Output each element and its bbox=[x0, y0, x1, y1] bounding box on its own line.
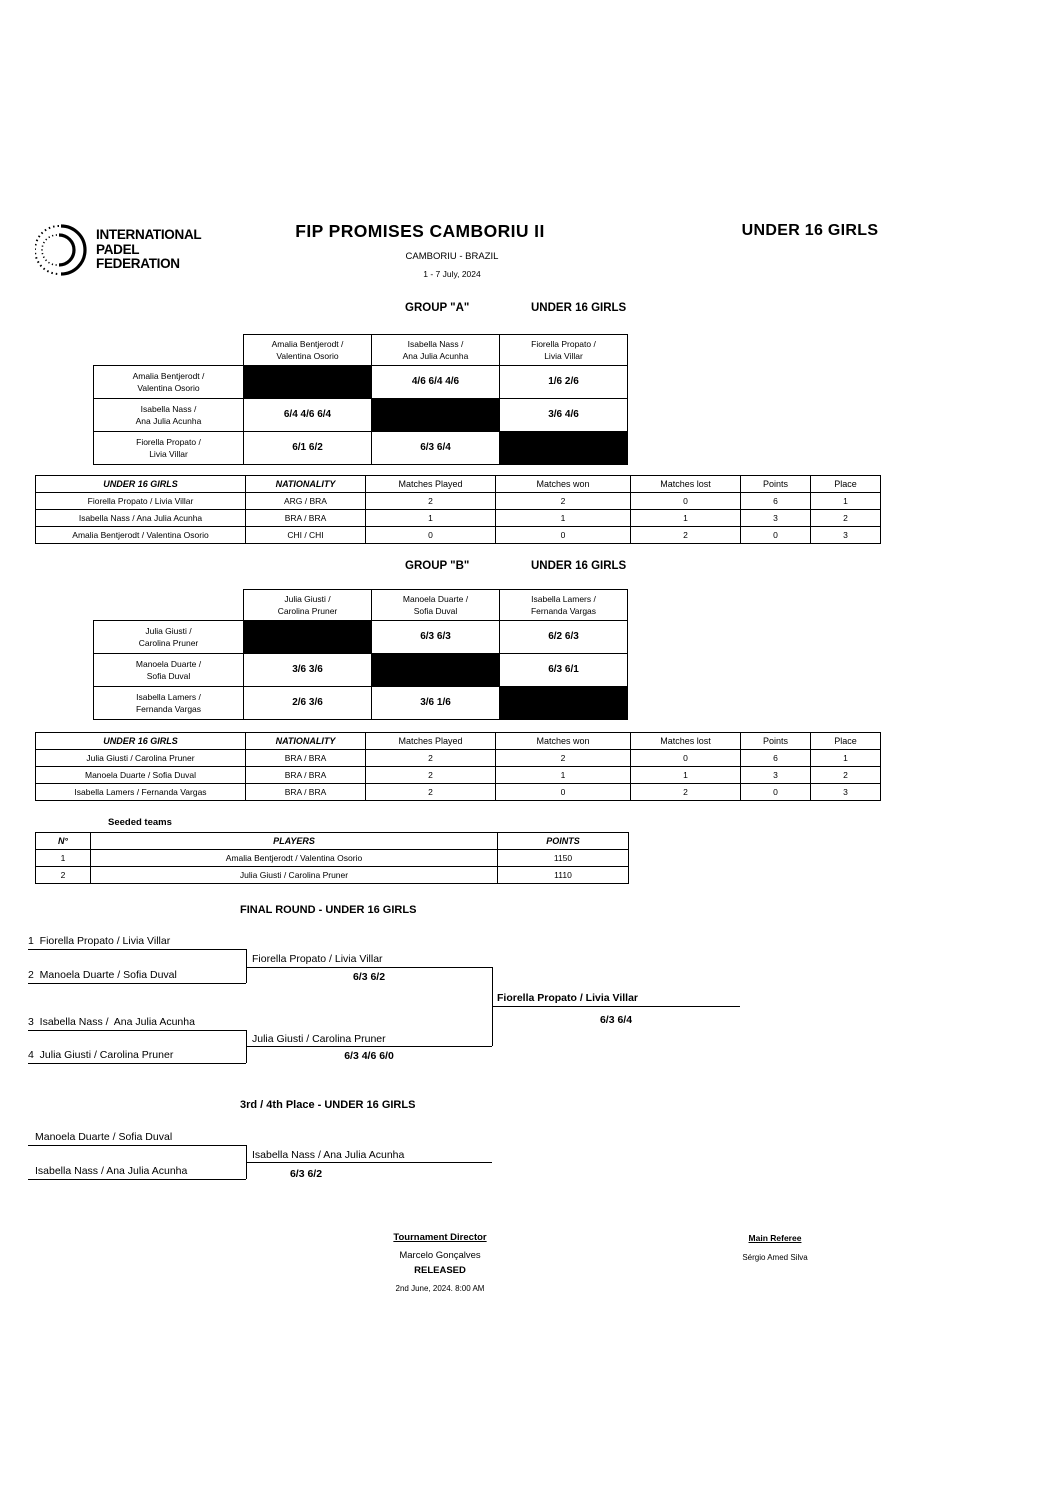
bracket-seed-2: 2 Manoela Duarte / Sofia Duval bbox=[28, 969, 177, 981]
third-place-winner: Isabella Nass / Ana Julia Acunha bbox=[252, 1149, 405, 1161]
standings-header-won: Matches won bbox=[496, 476, 631, 493]
category-title: UNDER 16 GIRLS bbox=[741, 222, 879, 239]
standings-row bbox=[36, 784, 881, 801]
nationality: BRA / BRA bbox=[246, 750, 366, 767]
place: 2 bbox=[811, 767, 881, 784]
team-name: Julia Giusti / Carolina Pruner bbox=[36, 750, 246, 767]
matrix-diagonal-cell bbox=[372, 654, 500, 687]
matrix-corner-cell bbox=[94, 335, 244, 366]
nationality: BRA / BRA bbox=[246, 510, 366, 527]
matrix-score-cell: 6/2 6/3 bbox=[500, 621, 628, 654]
group-b-standings bbox=[35, 732, 881, 801]
ipf-logo bbox=[35, 221, 201, 279]
matrix-diagonal-cell bbox=[500, 687, 628, 720]
standings-header-lost: Matches lost bbox=[631, 476, 741, 493]
seed-number: 1 bbox=[36, 850, 91, 867]
semifinal-1-score: 6/3 6/2 bbox=[352, 971, 386, 983]
matrix-diagonal-cell bbox=[244, 621, 372, 654]
team-name: Fiorella Propato / Livia Villar bbox=[36, 493, 246, 510]
matrix-score-cell: 4/6 6/4 4/6 bbox=[372, 366, 500, 399]
matrix-score-cell: 6/3 6/3 bbox=[372, 621, 500, 654]
matches-lost: 0 bbox=[631, 493, 741, 510]
matrix-score-cell: 3/6 4/6 bbox=[500, 399, 628, 432]
standings-header-nationality: NATIONALITY bbox=[246, 733, 366, 750]
matrix-score-cell: 6/4 4/6 6/4 bbox=[244, 399, 372, 432]
standings-header-team: UNDER 16 GIRLS bbox=[36, 733, 246, 750]
seeded-header-players: PLAYERS bbox=[91, 833, 498, 850]
matrix-score-cell: 1/6 2/6 bbox=[500, 366, 628, 399]
team-name: Amalia Bentjerodt / Valentina Osorio bbox=[36, 527, 246, 544]
matrix-row-team-3: Fiorella Propato / Livia Villar bbox=[94, 432, 244, 465]
matches-lost: 2 bbox=[631, 527, 741, 544]
matches-won: 1 bbox=[496, 767, 631, 784]
matches-won: 0 bbox=[496, 527, 631, 544]
nationality: BRA / BRA bbox=[246, 767, 366, 784]
matrix-score-cell: 6/3 6/1 bbox=[500, 654, 628, 687]
semifinal-2-winner: Julia Giusti / Carolina Pruner bbox=[252, 1033, 386, 1045]
standings-header-lost: Matches lost bbox=[631, 733, 741, 750]
third-place-team-2: Isabella Nass / Ana Julia Acunha bbox=[35, 1165, 188, 1177]
main-referee-label: Main Referee bbox=[748, 1233, 802, 1243]
standings-header-nationality: NATIONALITY bbox=[246, 476, 366, 493]
matrix-score-cell: 3/6 1/6 bbox=[372, 687, 500, 720]
standings-header-won: Matches won bbox=[496, 733, 631, 750]
group-b-category: UNDER 16 GIRLS bbox=[531, 560, 627, 572]
standings-header-played: Matches Played bbox=[366, 733, 496, 750]
matrix-score-cell: 6/1 6/2 bbox=[244, 432, 372, 465]
team-name: Manoela Duarte / Sofia Duval bbox=[36, 767, 246, 784]
release-status: RELEASED bbox=[414, 1265, 466, 1276]
place: 1 bbox=[811, 493, 881, 510]
standings-header-place: Place bbox=[811, 733, 881, 750]
matches-won: 1 bbox=[496, 510, 631, 527]
bracket-line bbox=[28, 1145, 246, 1146]
matrix-row-team-3: Isabella Lamers / Fernanda Vargas bbox=[94, 687, 244, 720]
nationality: CHI / CHI bbox=[246, 527, 366, 544]
standings-row bbox=[36, 527, 881, 544]
matrix-diagonal-cell bbox=[500, 432, 628, 465]
logo-line-1: INTERNATIONAL bbox=[96, 227, 202, 243]
seeded-header-points: POINTS bbox=[498, 833, 629, 850]
seeded-teams-label: Seeded teams bbox=[108, 817, 172, 828]
matrix-header-team-3: Isabella Lamers / Fernanda Vargas bbox=[500, 590, 628, 621]
ipf-logo-icon bbox=[35, 221, 89, 279]
logo-line-3: FEDERATION bbox=[96, 256, 180, 272]
place: 2 bbox=[811, 510, 881, 527]
bracket-line bbox=[246, 1162, 492, 1163]
matrix-score-cell: 2/6 3/6 bbox=[244, 687, 372, 720]
nationality: ARG / BRA bbox=[246, 493, 366, 510]
bracket-line bbox=[246, 967, 492, 968]
group-a-category: UNDER 16 GIRLS bbox=[531, 302, 627, 314]
points: 0 bbox=[741, 527, 811, 544]
semifinal-1-winner: Fiorella Propato / Livia Villar bbox=[252, 953, 383, 965]
matrix-header-team-2: Isabella Nass / Ana Julia Acunha bbox=[372, 335, 500, 366]
bracket-seed-1: 1 Fiorella Propato / Livia Villar bbox=[28, 935, 171, 947]
matches-played: 1 bbox=[366, 510, 496, 527]
matrix-header-team-3: Fiorella Propato / Livia Villar bbox=[500, 335, 628, 366]
logo-text bbox=[96, 228, 201, 272]
place: 3 bbox=[811, 784, 881, 801]
matches-lost: 2 bbox=[631, 784, 741, 801]
matches-won: 2 bbox=[496, 493, 631, 510]
matrix-score-cell: 3/6 3/6 bbox=[244, 654, 372, 687]
bracket-line bbox=[28, 983, 246, 984]
standings-row bbox=[36, 750, 881, 767]
event-dates: 1 - 7 July, 2024 bbox=[423, 269, 481, 279]
matrix-diagonal-cell bbox=[244, 366, 372, 399]
matrix-score-cell: 6/3 6/4 bbox=[372, 432, 500, 465]
matrix-corner-cell bbox=[94, 590, 244, 621]
semifinal-2-score: 6/3 4/6 6/0 bbox=[344, 1050, 394, 1062]
release-datetime: 2nd June, 2024. 8:00 AM bbox=[395, 1284, 485, 1293]
group-a-standings bbox=[35, 475, 881, 544]
matches-lost: 0 bbox=[631, 750, 741, 767]
standings-header-place: Place bbox=[811, 476, 881, 493]
place: 3 bbox=[811, 527, 881, 544]
matrix-row-team-1: Amalia Bentjerodt / Valentina Osorio bbox=[94, 366, 244, 399]
matrix-header-team-1: Julia Giusti / Carolina Pruner bbox=[244, 590, 372, 621]
matrix-row-team-2: Isabella Nass / Ana Julia Acunha bbox=[94, 399, 244, 432]
matches-lost: 1 bbox=[631, 510, 741, 527]
standings-row bbox=[36, 767, 881, 784]
third-place-title: 3rd / 4th Place - UNDER 16 GIRLS bbox=[240, 1099, 416, 1111]
matches-played: 2 bbox=[366, 784, 496, 801]
points: 0 bbox=[741, 784, 811, 801]
points: 3 bbox=[741, 510, 811, 527]
bracket-line bbox=[28, 1063, 246, 1064]
logo-line-2: PADEL bbox=[96, 241, 140, 257]
seeded-row bbox=[36, 850, 629, 867]
points: 6 bbox=[741, 750, 811, 767]
points: 3 bbox=[741, 767, 811, 784]
standings-header-points: Points bbox=[741, 733, 811, 750]
standings-header-played: Matches Played bbox=[366, 476, 496, 493]
bracket-seed-3: 3 Isabella Nass / Ana Julia Acunha bbox=[28, 1016, 195, 1028]
matrix-header-team-2: Manoela Duarte / Sofia Duval bbox=[372, 590, 500, 621]
matrix-row-team-2: Manoela Duarte / Sofia Duval bbox=[94, 654, 244, 687]
main-referee-name: Sérgio Amed Silva bbox=[742, 1253, 808, 1262]
bracket-seed-4: 4 Julia Giusti / Carolina Pruner bbox=[28, 1049, 174, 1061]
matches-played: 0 bbox=[366, 527, 496, 544]
bracket-line bbox=[28, 949, 246, 950]
final-winner: Fiorella Propato / Livia Villar bbox=[497, 992, 639, 1004]
seeded-row bbox=[36, 867, 629, 884]
standings-row bbox=[36, 493, 881, 510]
team-name: Isabella Nass / Ana Julia Acunha bbox=[36, 510, 246, 527]
seeded-teams-table bbox=[35, 832, 629, 884]
tournament-director-label: Tournament Director bbox=[393, 1232, 487, 1243]
group-b-matrix bbox=[93, 589, 628, 720]
final-round-title: FINAL ROUND - UNDER 16 GIRLS bbox=[240, 904, 417, 916]
seed-points: 1110 bbox=[498, 867, 629, 884]
group-a-title: GROUP "A" bbox=[405, 302, 470, 314]
matches-won: 0 bbox=[496, 784, 631, 801]
standings-header-points: Points bbox=[741, 476, 811, 493]
group-a-matrix bbox=[93, 334, 628, 465]
matches-played: 2 bbox=[366, 750, 496, 767]
seeded-header-number: N° bbox=[36, 833, 91, 850]
matches-played: 2 bbox=[366, 493, 496, 510]
bracket-line bbox=[492, 1006, 740, 1007]
nationality: BRA / BRA bbox=[246, 784, 366, 801]
group-b-title: GROUP "B" bbox=[405, 560, 470, 572]
page-title: FIP PROMISES CAMBORIU II bbox=[295, 221, 545, 241]
third-place-score: 6/3 6/2 bbox=[289, 1168, 323, 1180]
points: 6 bbox=[741, 493, 811, 510]
seed-players: Amalia Bentjerodt / Valentina Osorio bbox=[91, 850, 498, 867]
bracket-line bbox=[28, 1179, 246, 1180]
final-score: 6/3 6/4 bbox=[599, 1014, 633, 1026]
seed-number: 2 bbox=[36, 867, 91, 884]
matches-played: 2 bbox=[366, 767, 496, 784]
matches-won: 2 bbox=[496, 750, 631, 767]
standings-row bbox=[36, 510, 881, 527]
bracket-line bbox=[246, 1046, 492, 1047]
event-location: CAMBORIU - BRAZIL bbox=[405, 251, 499, 262]
matches-lost: 1 bbox=[631, 767, 741, 784]
standings-header-team: UNDER 16 GIRLS bbox=[36, 476, 246, 493]
matrix-row-team-1: Julia Giusti / Carolina Pruner bbox=[94, 621, 244, 654]
bracket-line bbox=[28, 1030, 246, 1031]
place: 1 bbox=[811, 750, 881, 767]
tournament-director-name: Marcelo Gonçalves bbox=[399, 1250, 481, 1261]
seed-players: Julia Giusti / Carolina Pruner bbox=[91, 867, 498, 884]
seed-points: 1150 bbox=[498, 850, 629, 867]
third-place-team-1: Manoela Duarte / Sofia Duval bbox=[35, 1131, 173, 1143]
team-name: Isabella Lamers / Fernanda Vargas bbox=[36, 784, 246, 801]
matrix-header-team-1: Amalia Bentjerodt / Valentina Osorio bbox=[244, 335, 372, 366]
matrix-diagonal-cell bbox=[372, 399, 500, 432]
